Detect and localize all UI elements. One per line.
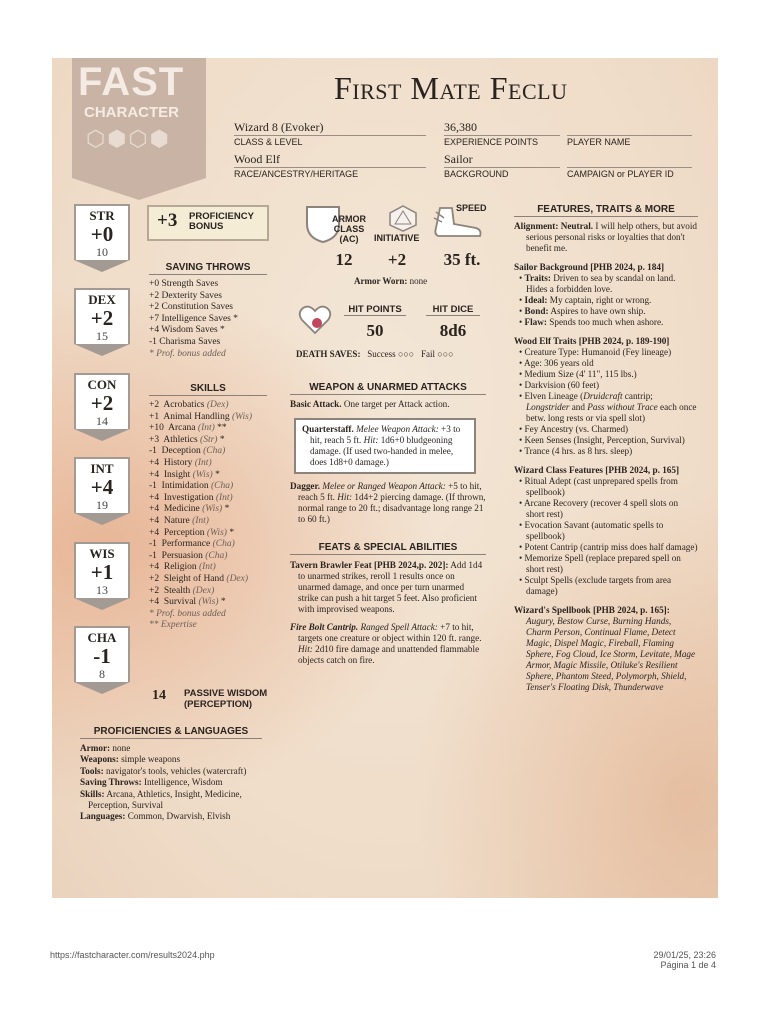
ac-label-1: ARMOR: [332, 214, 366, 224]
skill-row: [149, 516, 267, 528]
basic-attack: [290, 399, 486, 410]
skill-value: -1: [149, 550, 157, 561]
quarterstaff-attack: [302, 424, 468, 468]
ability-modifier: +0: [90, 222, 114, 246]
text: each once betw. long rests or via spell slot): [526, 402, 697, 423]
background-label: BACKGROUND: [444, 167, 560, 179]
hit-points-value: 50: [366, 321, 384, 340]
player-name-field: [567, 120, 692, 147]
skill-attribute: (Wis): [231, 411, 253, 422]
ability-score: 13: [96, 583, 108, 597]
ability-wis: [74, 542, 130, 610]
armor-worn-label: Armor Worn:: [354, 276, 408, 286]
list-item: +2 Constitution Saves: [149, 302, 234, 313]
skill-mark: *: [229, 527, 235, 538]
skill-value: +1: [149, 411, 160, 422]
skill-attribute: (Int): [192, 515, 209, 526]
skill-attribute: (Dex): [206, 400, 229, 410]
value: none: [112, 743, 131, 753]
death-success-circles[interactable]: ○○○: [397, 349, 415, 359]
value: Trance (4 hrs. as 8 hrs. sleep): [524, 446, 633, 456]
value: Intelligence, Wisdom: [144, 777, 223, 788]
skill-row: [149, 504, 267, 516]
label: Basic Attack.: [290, 399, 342, 409]
skill-mark: **: [217, 423, 227, 434]
skill-row: [149, 493, 267, 505]
class-level-field: [234, 120, 426, 147]
skill-name: Perception: [163, 527, 205, 538]
value: One target per Attack action.: [343, 399, 450, 409]
d20-icon: [388, 204, 418, 232]
ability-name: CON: [87, 377, 117, 392]
text: Druidcraft: [583, 391, 623, 401]
list-item: +4 Wisdom Saves *: [149, 325, 225, 336]
ability-modifier: +2: [90, 391, 114, 415]
section-title: WEAPON & UNARMED ATTACKS: [290, 382, 486, 395]
value: I will help others, but avoid serious personal risks or loyalties that don't benefit me.: [526, 221, 697, 253]
skill-attribute: (Dex): [226, 573, 249, 584]
skill-name: Intimidation: [161, 481, 209, 492]
saving-throws: [149, 262, 267, 360]
text: Elven Lineage (: [524, 391, 584, 401]
list-item: • Bond: Aspires to have own ship.: [519, 306, 646, 316]
skill-name: Deception: [161, 446, 201, 457]
sailor-background-title: Sailor Background [PHB 2024, p. 184]: [514, 262, 665, 272]
skill-value: +2: [149, 573, 160, 584]
skill-value: +4: [149, 492, 160, 503]
ability-score: 10: [96, 245, 108, 259]
ability-name: CHA: [87, 630, 117, 645]
ability-int: [74, 457, 130, 525]
race-label: RACE/ANCESTRY/HERITAGE: [234, 167, 426, 179]
value: Evocation Savant (automatic spells to spellbook): [524, 520, 664, 541]
label: Saving Throws:: [80, 777, 142, 788]
spellbook-list: Augury, Bestow Curse, Burning Hands, Charm Person, Continual Flame, Detect Magic, Dispel Magic, Fireball, Flaming Sphere, Fog Cloud, Ice Storm, Levitate, Mage Armor, Magic Missile, Otiluke's Resilient Sphere, Phantom Steed, Polymorph, Shield, Tenser's Floating Disk, Thunderwave: [526, 616, 696, 692]
languages-prof: [80, 811, 262, 822]
dagger-attack: [290, 481, 486, 525]
list-item: • Keen Senses (Insight, Perception, Survival): [519, 435, 685, 445]
ability-score: 15: [96, 329, 108, 343]
list-item: • Traits: Driven to sea by scandal on land. Hides a forbidden love.: [519, 273, 676, 294]
value: Creature Type: Humanoid (Fey lineage): [524, 347, 672, 357]
hit-points-label: HIT POINTS: [344, 304, 406, 316]
list-item: • Medium Size (4' 11", 115 lbs.): [519, 369, 637, 379]
character-sheet: [52, 58, 718, 898]
value: 1d4+2 piercing damage. (If thrown, normal range to 20 ft.; disadvantage long range 21 to 60 ft.): [298, 492, 486, 524]
skill-value: +4: [149, 504, 160, 515]
section-title: SKILLS: [149, 383, 267, 396]
skill-name: Religion: [163, 562, 197, 573]
list-item: • Elven Lineage (Druidcraft cantrip; Longstrider and Pass without Trace each once betw. long rests or via spell slot): [519, 391, 697, 423]
death-fail-label: Fail: [421, 349, 436, 359]
campaign-label: CAMPAIGN or PLAYER ID: [567, 167, 692, 179]
wood-elf-list-2: [514, 424, 698, 457]
section-title: FEATS & SPECIAL ABILITIES: [290, 542, 486, 555]
background-value: Sailor: [444, 152, 473, 166]
death-saves-label: DEATH SAVES:: [296, 349, 361, 359]
skill-value: +4: [149, 469, 160, 480]
class-level-label: CLASS & LEVEL: [234, 135, 426, 147]
value: +7 to hit, targets one creature or object within 120 ft. range.: [298, 622, 482, 643]
skill-attribute: (Wis): [192, 469, 213, 480]
death-success-label: Success: [367, 349, 396, 359]
label: Fire Bolt Cantrip.: [290, 622, 359, 632]
skill-mark: *: [220, 597, 226, 608]
xp-label: EXPERIENCE POINTS: [444, 135, 560, 147]
label: Flaw:: [524, 317, 547, 327]
ac-label-2: CLASS: [333, 224, 365, 234]
value: Potent Cantrip (cantrip miss does half damage): [524, 542, 698, 552]
skill-attribute: (Dex): [192, 585, 215, 596]
skill-row: [149, 574, 267, 586]
value: Age: 306 years old: [524, 358, 594, 368]
list-item: • Darkvision (60 feet): [519, 380, 600, 390]
attack-type: Melee Weapon Attack:: [356, 424, 439, 434]
skill-value: +4: [149, 527, 160, 538]
wood-elf-title: Wood Elf Traits [PHB 2024, p. 189-190]: [514, 336, 670, 346]
hit-label: Hit:: [298, 644, 313, 654]
armor-worn: [354, 276, 427, 286]
list-item: • Fey Ancestry (vs. Charmed): [519, 424, 629, 434]
label: Tavern Brawler Feat [PHB 2024,p. 202]:: [290, 560, 449, 570]
skill-attribute: (Wis): [206, 527, 227, 538]
armor-prof: [80, 743, 262, 754]
ability-score: 19: [96, 498, 108, 512]
value: Medium Size (4' 11", 115 lbs.): [524, 369, 637, 379]
value: Arcane Recovery (recover 4 spell slots on short rest): [524, 498, 679, 519]
skill-name: History: [163, 457, 193, 468]
footer-url[interactable]: https://fastcharacter.com/results2024.php: [50, 950, 215, 960]
footnote: ** Expertise: [149, 620, 197, 631]
ability-modifier: +2: [90, 306, 114, 330]
list-item: -1 Charisma Saves: [149, 336, 221, 347]
skill-value: +3: [149, 434, 160, 445]
death-fail-circles[interactable]: ○○○: [437, 349, 454, 359]
fast-character-logo: [72, 58, 206, 178]
skill-attribute: (Wis): [202, 504, 223, 515]
footnote: * Prof. bonus added: [149, 608, 226, 619]
text: Pass without Trace: [587, 402, 658, 412]
proficiency-bonus-label: PROFICIENCY BONUS: [189, 211, 254, 232]
skill-value: +10: [149, 423, 164, 434]
alignment: [514, 221, 698, 254]
skill-name: Acrobatics: [163, 400, 205, 410]
skill-name: Performance: [161, 539, 211, 550]
value: Darkvision (60 feet): [524, 380, 600, 390]
value: +5 to hit, reach 5 ft.: [298, 481, 482, 502]
wizard-features-list: [514, 476, 698, 597]
skill-name: Persuasion: [161, 550, 203, 561]
skill-name: Sleight of Hand: [163, 573, 225, 584]
death-saves: [296, 349, 454, 359]
label: Alignment:: [514, 221, 559, 231]
skill-attribute: (Cha): [211, 481, 234, 492]
character-name: First Mate Feclu: [334, 70, 568, 106]
list-item: • Potent Cantrip (cantrip miss does half damage): [519, 542, 698, 552]
skill-row: [149, 412, 267, 424]
skill-attribute: (Str): [200, 434, 218, 445]
skill-name: Medicine: [163, 504, 200, 515]
features-traits: [514, 204, 698, 693]
value: Aspires to have own ship.: [550, 306, 646, 316]
value: Ritual Adept (cast unprepared spells from spellbook): [524, 476, 678, 497]
attack-type: Ranged Spell Attack:: [360, 622, 438, 632]
skill-row: [149, 528, 267, 540]
list-item: • Trance (4 hrs. as 8 hrs. sleep): [519, 446, 633, 456]
skill-value: +4: [149, 457, 160, 468]
skill-mark: *: [215, 469, 220, 480]
text: and: [569, 402, 588, 412]
quarterstaff-box: [294, 418, 476, 474]
weapons-prof: [80, 754, 262, 765]
alignment-value: Neutral.: [560, 221, 594, 231]
label: Bond:: [524, 306, 549, 316]
list-item: • Evocation Savant (automatic spells to spellbook): [519, 520, 664, 541]
proficiency-bonus-box: [147, 205, 269, 241]
saving-throws-list: [149, 279, 267, 360]
passive-wisdom-value: 14: [152, 688, 166, 703]
list-item: • Creature Type: Humanoid (Fey lineage): [519, 347, 672, 357]
skill-row: [149, 551, 267, 563]
ability-score: 14: [96, 414, 108, 428]
skill-row: [149, 562, 267, 574]
ability-score: 8: [99, 667, 105, 681]
tavern-brawler: [290, 560, 486, 615]
skill-value: +2: [149, 400, 160, 410]
label: Weapons:: [80, 754, 119, 765]
skills-prof: [80, 789, 262, 812]
list-item: • Flaw: Spends too much when ashore.: [519, 317, 664, 327]
speed-value: 35 ft.: [443, 250, 481, 269]
ability-modifier: -1: [93, 644, 111, 668]
footer-right: [653, 950, 716, 970]
fire-bolt: [290, 622, 486, 666]
ability-cha: [74, 626, 130, 694]
value: +3 to hit, reach 5 ft.: [310, 424, 461, 445]
skill-row: [149, 435, 267, 447]
hit-label: Hit:: [363, 435, 379, 445]
skill-name: Nature: [163, 515, 190, 526]
value: 2d10 fire damage and unattended flammable objects catch on fire.: [298, 644, 480, 665]
label: Ideal:: [524, 295, 548, 305]
skill-attribute: (Cha): [205, 550, 228, 561]
skill-value: -1: [149, 481, 157, 492]
value: Fey Ancestry (vs. Charmed): [524, 424, 629, 434]
value: navigator's tools, vehicles (watercraft): [105, 765, 247, 776]
xp-value: 36,380: [444, 120, 477, 134]
footer-page-number: Página 1 de 4: [660, 960, 716, 970]
skills: [149, 383, 267, 632]
value: Memorize Spell (replace prepared spell on short rest): [524, 553, 681, 574]
passive-wisdom-sublabel: (PERCEPTION): [184, 699, 253, 710]
skill-name: Animal Handling: [163, 411, 230, 422]
list-item: • Arcane Recovery (recover 4 spell slots on short rest): [519, 498, 679, 519]
attack-type: Melee or Ranged Weapon Attack:: [322, 481, 446, 491]
passive-wisdom-label: PASSIVE WISDOM: [184, 688, 268, 699]
skill-attribute: (Cha): [212, 539, 235, 550]
race-field: [234, 152, 426, 179]
logo-text-fast: FAST: [78, 60, 185, 104]
skill-mark: *: [224, 504, 230, 515]
value: Common, Dwarvish, Elvish: [127, 811, 231, 822]
ac-label-3: (AC): [339, 234, 359, 244]
skill-name: Arcana: [168, 423, 196, 434]
campaign-field: [567, 152, 692, 179]
skill-row: [149, 458, 267, 470]
feats-special: [290, 542, 486, 666]
ability-name: DEX: [88, 292, 116, 307]
skill-value: +4: [149, 597, 160, 608]
list-item: • Sculpt Spells (exclude targets from area damage): [519, 575, 672, 596]
initiative-value: +2: [387, 250, 407, 269]
sailor-background-list: [514, 273, 698, 328]
skill-row: [149, 539, 267, 551]
text: Longstrider: [526, 402, 570, 412]
text: cantrip;: [622, 391, 653, 401]
dice-icon: ⬡⬢⬡⬢: [86, 126, 171, 151]
skill-name: Investigation: [163, 492, 214, 503]
ability-modifier: +4: [90, 475, 114, 499]
skill-row: [149, 446, 267, 458]
skill-value: +4: [149, 562, 160, 573]
player-name-label: PLAYER NAME: [567, 135, 692, 147]
speed-label: SPEED: [456, 203, 487, 213]
skill-attribute: (Int): [194, 457, 212, 468]
background-field: [444, 152, 560, 179]
ability-str: [74, 204, 130, 272]
list-item: • Age: 306 years old: [519, 358, 594, 368]
value: Add 1d4 to unarmed strikes, reroll 1 results once on unarmed damage, and once per turn unarmed strike can push a hit target 5 feet. Also proficient with improvised weapons.: [298, 560, 483, 614]
footnote: * Prof. bonus added: [149, 348, 226, 359]
saves-prof: [80, 777, 262, 788]
footer-datetime: 29/01/25, 23:26: [653, 950, 716, 960]
logo-text-character: CHARACTER: [84, 104, 179, 121]
race-value: Wood Elf: [234, 152, 281, 166]
label: Dagger.: [290, 481, 321, 491]
skill-attribute: (Int): [197, 423, 215, 434]
tools-prof: [80, 766, 262, 777]
skill-row: [149, 481, 267, 493]
ability-modifier: +1: [90, 560, 114, 584]
skill-attribute: (Int): [198, 562, 216, 573]
wood-elf-list: [514, 347, 698, 391]
logo-banner-tip: [72, 178, 206, 200]
armor-worn-value: none: [409, 276, 428, 286]
value: simple weapons: [121, 754, 181, 765]
list-item: +7 Intelligence Saves *: [149, 313, 238, 324]
skill-value: -1: [149, 446, 157, 457]
skill-name: Insight: [163, 469, 191, 480]
ability-name: STR: [89, 208, 115, 223]
proficiencies-languages: [80, 726, 262, 823]
section-title: SAVING THROWS: [149, 262, 267, 275]
section-title: FEATURES, TRAITS & MORE: [514, 204, 698, 217]
label: Skills:: [80, 788, 105, 799]
ability-name: INT: [90, 461, 114, 476]
label: Traits:: [524, 273, 551, 283]
skill-attribute: (Wis): [198, 597, 219, 608]
label: Tools:: [80, 765, 104, 776]
section-title: PROFICIENCIES & LANGUAGES: [80, 726, 262, 739]
skill-row: [149, 470, 267, 482]
list-item: +0 Strength Saves: [149, 279, 219, 289]
label: Languages:: [80, 811, 126, 822]
value: 1d6+0 bludgeoning damage. (If used two-handed in melee, does 1d8+0 damage.): [310, 435, 454, 467]
wizard-features-title: Wizard Class Features [PHB 2024, p. 165]: [514, 465, 680, 475]
skill-row: [149, 586, 267, 598]
xp-field: [444, 120, 560, 147]
hit-label: Hit:: [337, 492, 353, 502]
value: Keen Senses (Insight, Perception, Survival): [524, 435, 685, 445]
ability-name: WIS: [89, 546, 115, 561]
heart-icon: [298, 304, 332, 336]
skill-attribute: (Cha): [203, 446, 226, 457]
skill-value: +2: [149, 585, 160, 596]
class-level-value: Wizard 8 (Evoker): [234, 120, 324, 134]
skill-row: [149, 423, 267, 435]
skill-attribute: (Int): [215, 492, 233, 503]
skill-row: [149, 597, 267, 609]
initiative-label: INITIATIVE: [374, 233, 420, 243]
value: Arcana, Athletics, Insight, Medicine, Perception, Survival: [88, 788, 242, 811]
ac-label: [329, 214, 369, 244]
spellbook-title: Wizard's Spellbook [PHB 2024, p. 165]:: [514, 605, 670, 615]
value: Driven to sea by scandal on land. Hides a forbidden love.: [526, 273, 676, 294]
proficiency-bonus-value: +3: [157, 210, 178, 231]
skill-name: Stealth: [163, 585, 191, 596]
skill-value: -1: [149, 539, 157, 550]
skill-name: Survival: [163, 597, 197, 608]
list-item: • Ritual Adept (cast unprepared spells from spellbook): [519, 476, 678, 497]
list-item: • Ideal: My captain, right or wrong.: [519, 295, 652, 305]
label: Quarterstaff.: [302, 424, 354, 434]
skill-mark: *: [219, 434, 225, 445]
hit-dice-label: HIT DICE: [426, 304, 480, 316]
ability-con: [74, 373, 130, 441]
list-item: +2 Dexterity Saves: [149, 290, 222, 301]
skill-name: Athletics: [163, 434, 198, 445]
ability-dex: [74, 288, 130, 356]
skills-list: [149, 400, 267, 609]
skill-value: +4: [149, 515, 160, 526]
weapon-attacks: [290, 382, 486, 525]
hit-dice-value: 8d6: [439, 321, 467, 340]
value: Sculpt Spells (exclude targets from area damage): [524, 575, 672, 596]
label: Armor:: [80, 743, 111, 753]
value: Spends too much when ashore.: [549, 317, 664, 327]
ac-value: 12: [335, 250, 353, 269]
list-item: • Memorize Spell (replace prepared spell on short rest): [519, 553, 681, 574]
skill-row: [149, 400, 267, 412]
value: My captain, right or wrong.: [549, 295, 652, 305]
